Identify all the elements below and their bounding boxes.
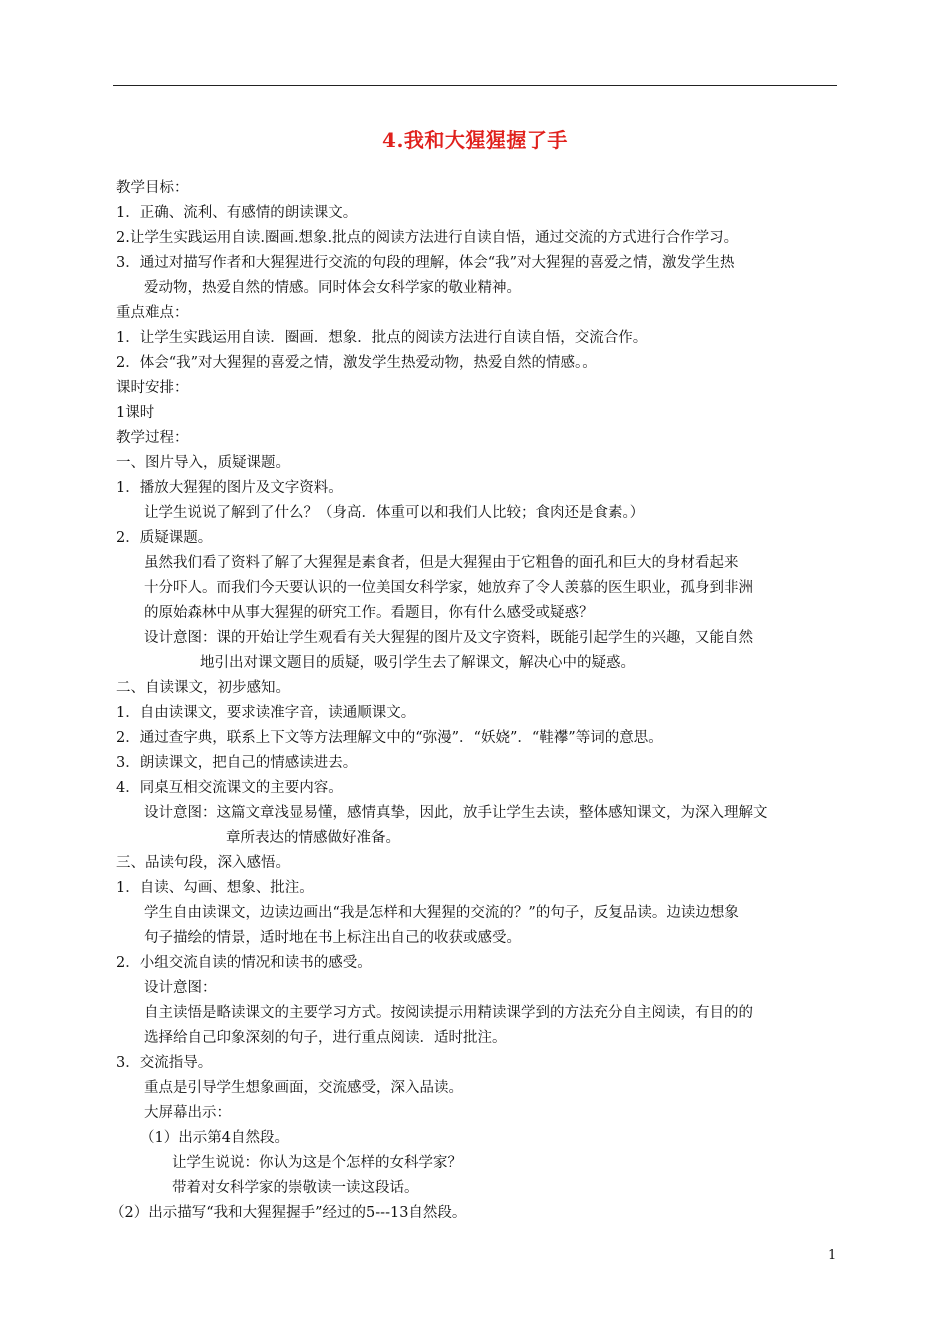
text-line: 大屏幕出示： xyxy=(144,1105,231,1121)
text-line: 教学目标： xyxy=(116,180,189,196)
text-line: 2．质疑课题。 xyxy=(116,530,213,546)
text-line: 带着对女科学家的崇敬读一读这段话。 xyxy=(172,1180,419,1196)
text-line: 4．同桌互相交流课文的主要内容。 xyxy=(116,780,343,796)
text-line: 1课时 xyxy=(116,405,155,421)
document-title: 4.我和大猩猩握了手 xyxy=(382,128,568,152)
text-line: 重点是引导学生想象画面，交流感受，深入品读。 xyxy=(144,1080,463,1096)
text-line: 1．播放大猩猩的图片及文字资料。 xyxy=(116,480,343,496)
text-line: 重点难点： xyxy=(116,305,189,321)
text-line: 设计意图：课的开始让学生观看有关大猩猩的图片及文字资料，既能引起学生的兴趣，又能自然 xyxy=(144,630,753,646)
text-line: 2．体会“我”对大猩猩的喜爱之情，激发学生热爱动物，热爱自然的情感。。 xyxy=(116,355,597,371)
text-line: 设计意图： xyxy=(144,980,217,996)
text-line: 3．交流指导。 xyxy=(116,1055,213,1071)
text-line: 让学生说说：你认为这是个怎样的女科学家？ xyxy=(172,1155,462,1171)
text-line: 2.让学生实践运用自读.圈画.想象.批点的阅读方法进行自读自悟，通过交流的方式进行合作学习。 xyxy=(116,230,739,246)
text-line: 1．让学生实践运用自读．圈画．想象．批点的阅读方法进行自读自悟，交流合作。 xyxy=(116,330,648,346)
text-line: 让学生说说了解到了什么？（身高．体重可以和我们人比较；食肉还是食素。） xyxy=(144,505,645,521)
text-line: 句子描绘的情景，适时地在书上标注出自己的收获或感受。 xyxy=(144,930,521,946)
text-line: （2）出示描写“我和大猩猩握手”经过的5---13自然段。 xyxy=(110,1205,467,1221)
document-body xyxy=(110,176,840,1226)
text-line: 虽然我们看了资料了解了大猩猩是素食者，但是大猩猩由于它粗鲁的面孔和巨大的身材看起来 xyxy=(144,555,739,571)
text-line: 课时安排： xyxy=(116,380,189,396)
text-line: 爱动物，热爱自然的情感。同时体会女科学家的敬业精神。 xyxy=(144,280,521,296)
text-line: 2．小组交流自读的情况和读书的感受。 xyxy=(116,955,372,971)
text-line: 选择给自己印象深刻的句子，进行重点阅读．适时批注。 xyxy=(144,1030,507,1046)
header-rule xyxy=(113,85,837,86)
text-line: 2．通过查字典，联系上下文等方法理解文中的“弥漫”．“妖娆”．“鞋襻”等词的意思。 xyxy=(116,730,663,746)
text-line: 三、品读句段，深入感悟。 xyxy=(116,855,290,871)
text-line: 章所表达的情感做好准备。 xyxy=(226,830,400,846)
page-number: 1 xyxy=(828,1248,837,1263)
text-line: 教学过程： xyxy=(116,430,189,446)
text-line: 二、自读课文，初步感知。 xyxy=(116,680,290,696)
text-line: 的原始森林中从事大猩猩的研究工作。看题目，你有什么感受或疑惑？ xyxy=(144,605,594,621)
text-line: 地引出对课文题目的质疑，吸引学生去了解课文，解决心中的疑惑。 xyxy=(200,655,635,671)
text-line: （1）出示第4自然段。 xyxy=(140,1130,289,1146)
text-line: 3．朗读课文，把自己的情感读进去。 xyxy=(116,755,358,771)
text-line: 设计意图：这篇文章浅显易懂，感情真挚，因此，放手让学生去读，整体感知课文，为深入理解文 xyxy=(144,805,768,821)
text-line: 十分吓人。而我们今天要认识的一位美国女科学家，她放弃了令人羡慕的医生职业，孤身到非洲 xyxy=(144,580,753,596)
text-line: 自主读悟是略读课文的主要学习方式。按阅读提示用精读课学到的方法充分自主阅读，有目的的 xyxy=(144,1005,753,1021)
text-line: 1．正确、流利、有感情的朗读课文。 xyxy=(116,205,358,221)
text-line: 3．通过对描写作者和大猩猩进行交流的句段的理解，体会“我”对大猩猩的喜爱之情，激发学生热 xyxy=(116,255,735,271)
text-line: 1．自由读课文，要求读准字音，读通顺课文。 xyxy=(116,705,416,721)
text-line: 一、图片导入，质疑课题。 xyxy=(116,455,290,471)
text-line: 学生自由读课文，边读边画出“我是怎样和大猩猩的交流的？”的句子，反复品读。边读边想象 xyxy=(144,905,739,921)
text-line: 1．自读、勾画、想象、批注。 xyxy=(116,880,314,896)
